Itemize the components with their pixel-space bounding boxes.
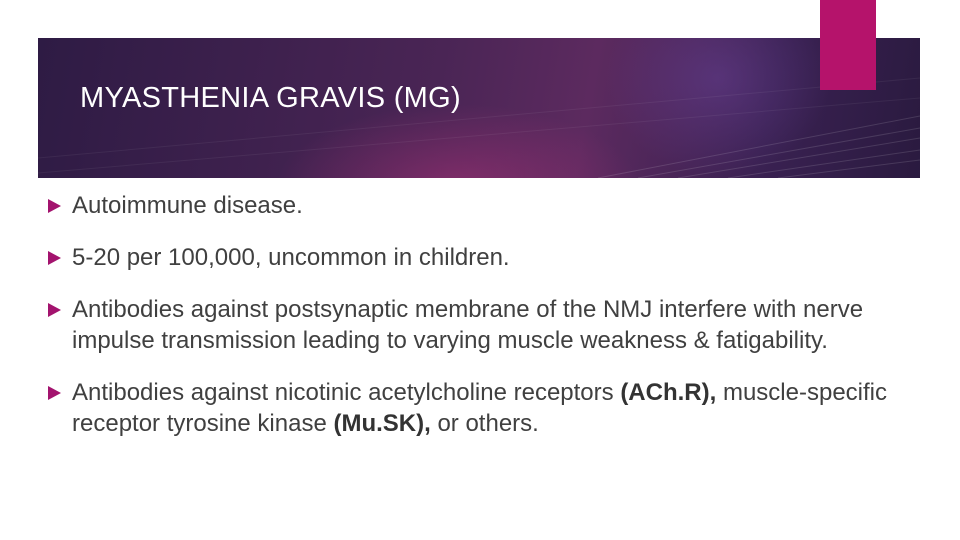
bullet-item xyxy=(48,190,928,221)
bullet-item xyxy=(48,294,928,356)
bullet-list xyxy=(48,190,928,463)
bullet-item xyxy=(48,242,928,273)
triangle-bullet-icon xyxy=(48,251,61,265)
bullet-text-part: Antibodies against nicotinic acetylcholine receptors xyxy=(72,379,621,406)
bullet-text-part: muscle-specific receptor tyrosine kinase xyxy=(72,379,888,437)
bullet-text-part: or others. xyxy=(430,410,539,437)
bullet-text: 5-20 per 100,000, uncommon in children. xyxy=(72,244,510,271)
title-banner xyxy=(38,38,920,178)
bullet-text: Autoimmune disease. xyxy=(72,192,303,219)
triangle-bullet-icon xyxy=(48,303,61,317)
bullet-item xyxy=(48,377,928,439)
achr-abbreviation: (ACh.R), xyxy=(620,379,717,406)
accent-bar xyxy=(820,0,876,90)
triangle-bullet-icon xyxy=(48,199,61,213)
triangle-bullet-icon xyxy=(48,386,61,400)
bullet-text: Antibodies against postsynaptic membrane of the NMJ interfere with nerve impulse transmission leading to varying muscle weakness & fatigability. xyxy=(72,296,864,354)
musk-abbreviation: (Mu.SK), xyxy=(333,410,431,437)
slide-title: MYASTHENIA GRAVIS (MG) xyxy=(80,82,461,114)
